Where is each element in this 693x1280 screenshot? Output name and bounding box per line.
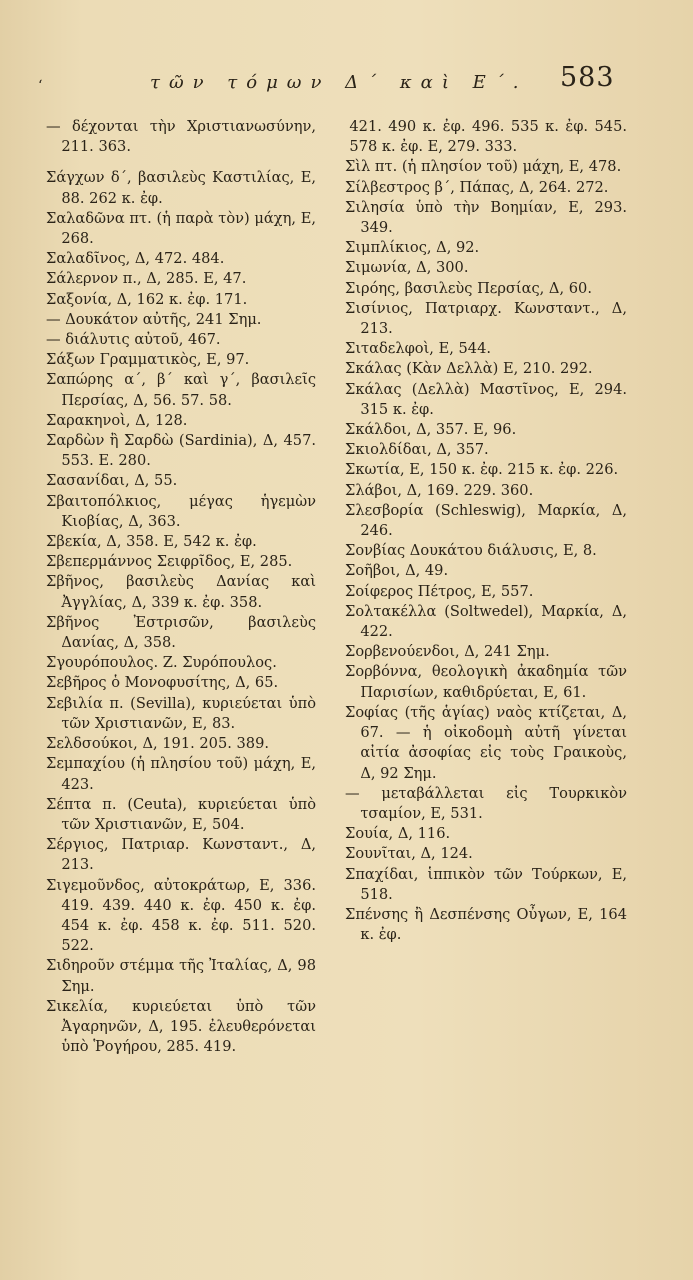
index-entry: Σαλαδῖνος, Δ, 472. 484.: [46, 250, 225, 268]
index-entry: Σιρόης, βασιλεὺς Περσίας, Δ, 60.: [345, 279, 592, 297]
index-entry: — μεταβάλλεται εἰς Τουρκικὸν τσαμίον, Ε, 531.: [345, 784, 627, 822]
index-entry: Σπαχίδαι, ἱππικὸν τῶν Τούρκων, Ε, 518.: [345, 865, 627, 903]
index-column-left: [46, 117, 316, 1057]
index-entry: Σουνῖται, Δ, 124.: [345, 845, 473, 863]
page-number: 583: [560, 62, 615, 93]
index-entry: Σεμπαχίου (ἡ πλησίου τοῦ) μάχη, Ε, 423.: [46, 755, 316, 793]
index-entry: Σιλησία ὑπὸ τὴν Βοημίαν, Ε, 293. 349.: [345, 198, 627, 237]
index-entry: Σαρακηνοὶ, Δ, 128.: [46, 411, 188, 429]
index-entry: Σπένσης ἢ Δεσπένσης Οὖγων, Ε, 164 κ. ἐφ.: [345, 905, 627, 944]
index-entry: Σαλαδῶνα πτ. (ἡ παρὰ τὸν) μάχη, Ε, 268.: [46, 209, 316, 248]
index-entry: Σονβίας Δουκάτου διάλυσις, Ε, 8.: [345, 542, 597, 560]
index-entry: Σλάβοι, Δ, 169. 229. 360.: [345, 481, 534, 499]
index-entry: Σκάλας (Κὰν Δελλὰ) Ε, 210. 292.: [345, 360, 593, 378]
index-entry: Σαξονία, Δ, 162 κ. ἐφ. 171.: [46, 290, 248, 308]
index-entry: Σικελία, κυριεύεται ὑπὸ τῶν Ἀγαρηνῶν, Δ, 195. ἐλευθερόνεται ὑπὸ Ῥογήρου, 285. 419.: [46, 997, 316, 1056]
index-entry: 421. 490 κ. ἐφ. 496. 535 κ. ἐφ. 545. 578 κ. ἐφ. Ε, 279. 333.: [349, 118, 627, 156]
index-entry: Σεβῆρος ὁ Μονοφυσίτης, Δ, 65.: [46, 674, 279, 692]
index-entry: Σελδσούκοι, Δ, 191. 205. 389.: [46, 735, 270, 753]
index-entry: — διάλυτις αὐτοῦ, 467.: [46, 331, 221, 349]
index-entry: Σιδηροῦν στέμμα τῆς Ἰταλίας, Δ, 98 Σημ.: [46, 957, 316, 995]
index-column-right: [345, 117, 627, 945]
index-entry: Σὶλ πτ. (ἡ πλησίον τοῦ) μάχη, Ε, 478.: [345, 158, 622, 176]
index-entry: Σοῆβοι, Δ, 49.: [345, 562, 449, 580]
index-entry: Σορβενούενδοι, Δ, 241 Σημ.: [345, 643, 550, 661]
index-entry: Σοίφερος Πέτρος, Ε, 557.: [345, 582, 534, 600]
index-entry: Σίλβεστρος β΄, Πάπας, Δ, 264. 272.: [345, 178, 609, 196]
header-mark: ʻ: [38, 78, 43, 94]
running-head: τῶν τόμων Δ΄ καὶ Ε΄.: [150, 72, 528, 93]
index-entry: Σέργιος, Πατριαρ. Κωνσταντ., Δ, 213.: [46, 836, 316, 874]
index-entry: Σαπώρης α΄, β΄ καὶ γ΄, βασιλεῖς Περσίας, Δ, 56. 57. 58.: [46, 371, 316, 409]
index-entry: Σισίνιος, Πατριαρχ. Κωνσταντ., Δ, 213.: [345, 299, 627, 338]
index-entry: Σάξων Γραμματικὸς, Ε, 97.: [46, 351, 250, 369]
index-entry: Σκάλδοι, Δ, 357. Ε, 96.: [345, 421, 517, 439]
index-entry: Σλεσβορία (Schleswig), Μαρκία, Δ, 246.: [345, 501, 627, 540]
index-entry: Σέπτα π. (Ceuta), κυριεύεται ὑπὸ τῶν Χριστιανῶν, Ε, 504.: [46, 795, 316, 833]
index-entry: Σουία, Δ, 116.: [345, 825, 451, 843]
page-header: [0, 60, 693, 100]
index-entry: Σβεπερμάννος Σειφρῖδος, Ε, 285.: [46, 553, 293, 571]
index-entry: Σκάλας (Δελλὰ) Μαστῖνος, Ε, 294. 315 κ. ἐφ.: [345, 380, 627, 418]
index-entry: Σιταδελφοὶ, Ε, 544.: [345, 340, 491, 358]
index-entry: Σγουρόπουλος. Ζ. Συρόπουλος.: [46, 654, 277, 672]
index-entry: Σάλερνον π., Δ, 285. Ε, 47.: [46, 270, 247, 288]
index-entry: Σβεκία, Δ, 358. Ε, 542 κ. ἐφ.: [46, 533, 257, 551]
index-entry: Σβαιτοπόλκιος, μέγας ἡγεμὼν Κιοβίας, Δ, 363.: [46, 492, 316, 530]
index-entry: Σοφίας (τῆς ἁγίας) ναὸς κτίζεται, Δ, 67. — ἡ οἰκοδομὴ αὐτῆ γίνεται αἰτία ἀσοφίας εἰς τοὺς Γραικοὺς, Δ, 92 Σημ.: [345, 703, 627, 782]
index-entry: Σάγχων δ΄, βασιλεὺς Καστιλίας, Ε, 88. 262 κ. ἐφ.: [46, 169, 316, 207]
index-entry: Σιμωνία, Δ, 300.: [345, 259, 469, 277]
index-entry: Σιμπλίκιος, Δ, 92.: [345, 239, 480, 257]
index-entry: Σαρδὼν ἢ Σαρδὼ (Sardinia), Δ, 457. 553. Ε. 280.: [46, 432, 316, 470]
index-entry: Σορβόννα, θεολογικὴ ἀκαδημία τῶν Παρισίων, καθιδρύεται, Ε, 61.: [345, 663, 627, 701]
index-entry: Σκωτία, Ε, 150 κ. ἐφ. 215 κ. ἐφ. 226.: [345, 461, 619, 479]
index-entry: Σκιολδίδαι, Δ, 357.: [345, 441, 489, 459]
index-entry: — Δουκάτον αὐτῆς, 241 Σημ.: [46, 310, 262, 328]
index-entry: Σιγεμοῦνδος, αὐτοκράτωρ, Ε, 336. 419. 439. 440 κ. ἐφ. 450 κ. ἐφ. 454 κ. ἐφ. 458 κ. ἐφ. 511. 520. 522.: [46, 876, 316, 955]
index-entry: — δέχονται τὴν Χριστιανωσύνην, 211. 363.: [46, 118, 316, 156]
index-entry: Σβῆνος, βασιλεὺς Δανίας καὶ Ἀγγλίας, Δ, 339 κ. ἐφ. 358.: [46, 573, 316, 611]
index-entry: Σολτακέλλα (Soltwedel), Μαρκία, Δ, 422.: [345, 602, 627, 641]
index-entry: Σεβιλία π. (Sevilla), κυριεύεται ὑπὸ τῶν Χριστιανῶν, Ε, 83.: [46, 694, 316, 732]
index-entry: Σβῆνος Ἐστρισῶν, βασιλεὺς Δανίας, Δ, 358.: [46, 613, 316, 652]
index-entry: Σασανίδαι, Δ, 55.: [46, 472, 178, 490]
